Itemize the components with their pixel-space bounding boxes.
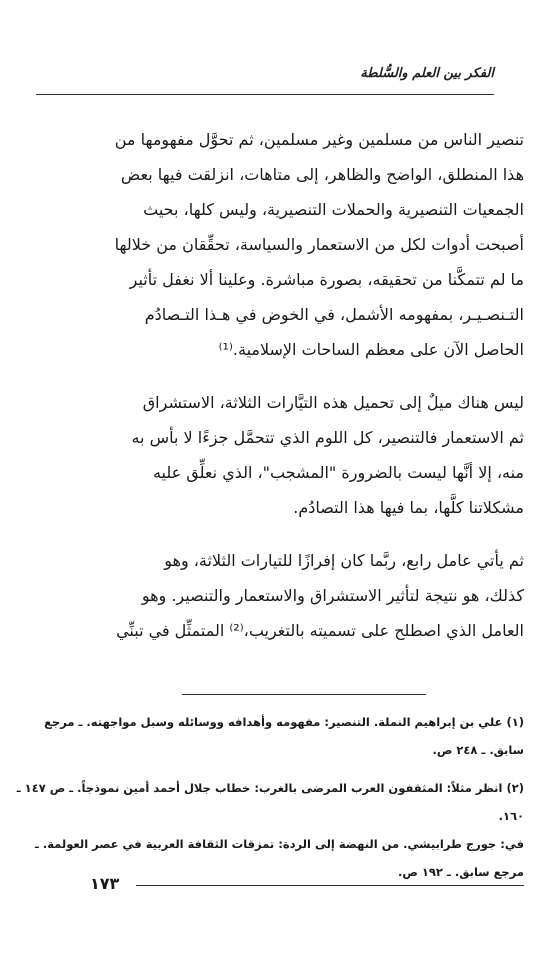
- paragraph: [30, 122, 524, 367]
- footnote-rule: [182, 694, 426, 695]
- text-line: ثم الاستعمار فالتنصير، كل اللوم الذي تتحمَّل جزءًا لا بأس به: [131, 428, 524, 447]
- paragraph: [30, 543, 524, 648]
- footnote-line: (١) علي بن إبراهيم النملة. التنصير: مفهومه وأهدافه ووسائله وسبل مواجهته. ـ مرجع: [44, 715, 524, 729]
- text-line: ثم يأتي عامل رابع، ربَّما كان إفرازًا للتيارات الثلاثة، وهو: [164, 551, 524, 570]
- footnote-line: في: جورج طرابيشي. من النهضة إلى الردة: تمزقات الثقافة العربية في عصر العولمة. ـ: [34, 837, 524, 851]
- text-line: هذا المنطلق، الواضح والظاهر، إلى متاهات، انزلقت فيها بعض: [120, 165, 524, 184]
- footnote-line: (٢) انظر مثلاً: المثقفون العرب المرضى بالغرب: خطاب جلال أحمد أمين نموذجاً. ـ ص ١٤٧ ـ: [16, 781, 524, 795]
- text-line: الجمعيات التنصيرية والحملات التنصيرية، وليس كلها، بحيث: [143, 200, 524, 219]
- text-line: العامل الذي اصطلح على تسميته بالتغريب،⁽²⁾ المتمثِّل في تبنِّي: [116, 621, 524, 640]
- text-line: الحاصل الآن على معظم الساحات الإسلامية.⁽¹⁾: [218, 340, 524, 359]
- header-rule: [36, 94, 494, 95]
- footnotes: [16, 708, 524, 886]
- paragraph: [30, 385, 524, 525]
- text-line: كذلك، هو نتيجة لتأثير الاستشراق والاستعمار والتنصير. وهو: [141, 586, 524, 605]
- footer-rule: [136, 885, 524, 886]
- page-number: ١٧٣: [90, 874, 120, 893]
- footnote: [16, 774, 524, 886]
- text-line: أصبحت أدوات لكل من الاستعمار والسياسة، تحقِّقان من خلالها: [114, 235, 524, 254]
- text-line: مشكلاتنا كلَّها، بما فيها هذا التصادُم.: [293, 498, 524, 517]
- text-line: ليس هناك ميلٌ إلى تحميل هذه التيَّارات الثلاثة، الاستشراق: [142, 393, 524, 412]
- footnote-line: سابق. ـ ٢٤٨ ص.: [432, 743, 524, 757]
- text-line: التـنصـيـر، بمفهومه الأشمل، في الخوض في هـذا التـصادُم: [144, 305, 524, 324]
- footnote-line: مرجع سابق. ـ ١٩٢ ص.: [398, 865, 524, 879]
- text-line: منه، إلا أنَّها ليست بالضرورة "المشجب"، الذي نعلِّق عليه: [152, 463, 524, 482]
- text-line: ما لم تتمكَّنا من تحقيقه، بصورة مباشرة. وعلينا ألا نغفل تأثير: [129, 270, 524, 289]
- footnote-line: ١٦٠.: [498, 809, 524, 823]
- running-head: الفكر بين العلم والسُّلطة: [360, 66, 494, 81]
- main-text: [30, 122, 524, 648]
- footnote: [30, 708, 524, 764]
- text-line: تنصير الناس من مسلمين وغير مسلمين، ثم تحوَّل مفهومها من: [114, 130, 524, 149]
